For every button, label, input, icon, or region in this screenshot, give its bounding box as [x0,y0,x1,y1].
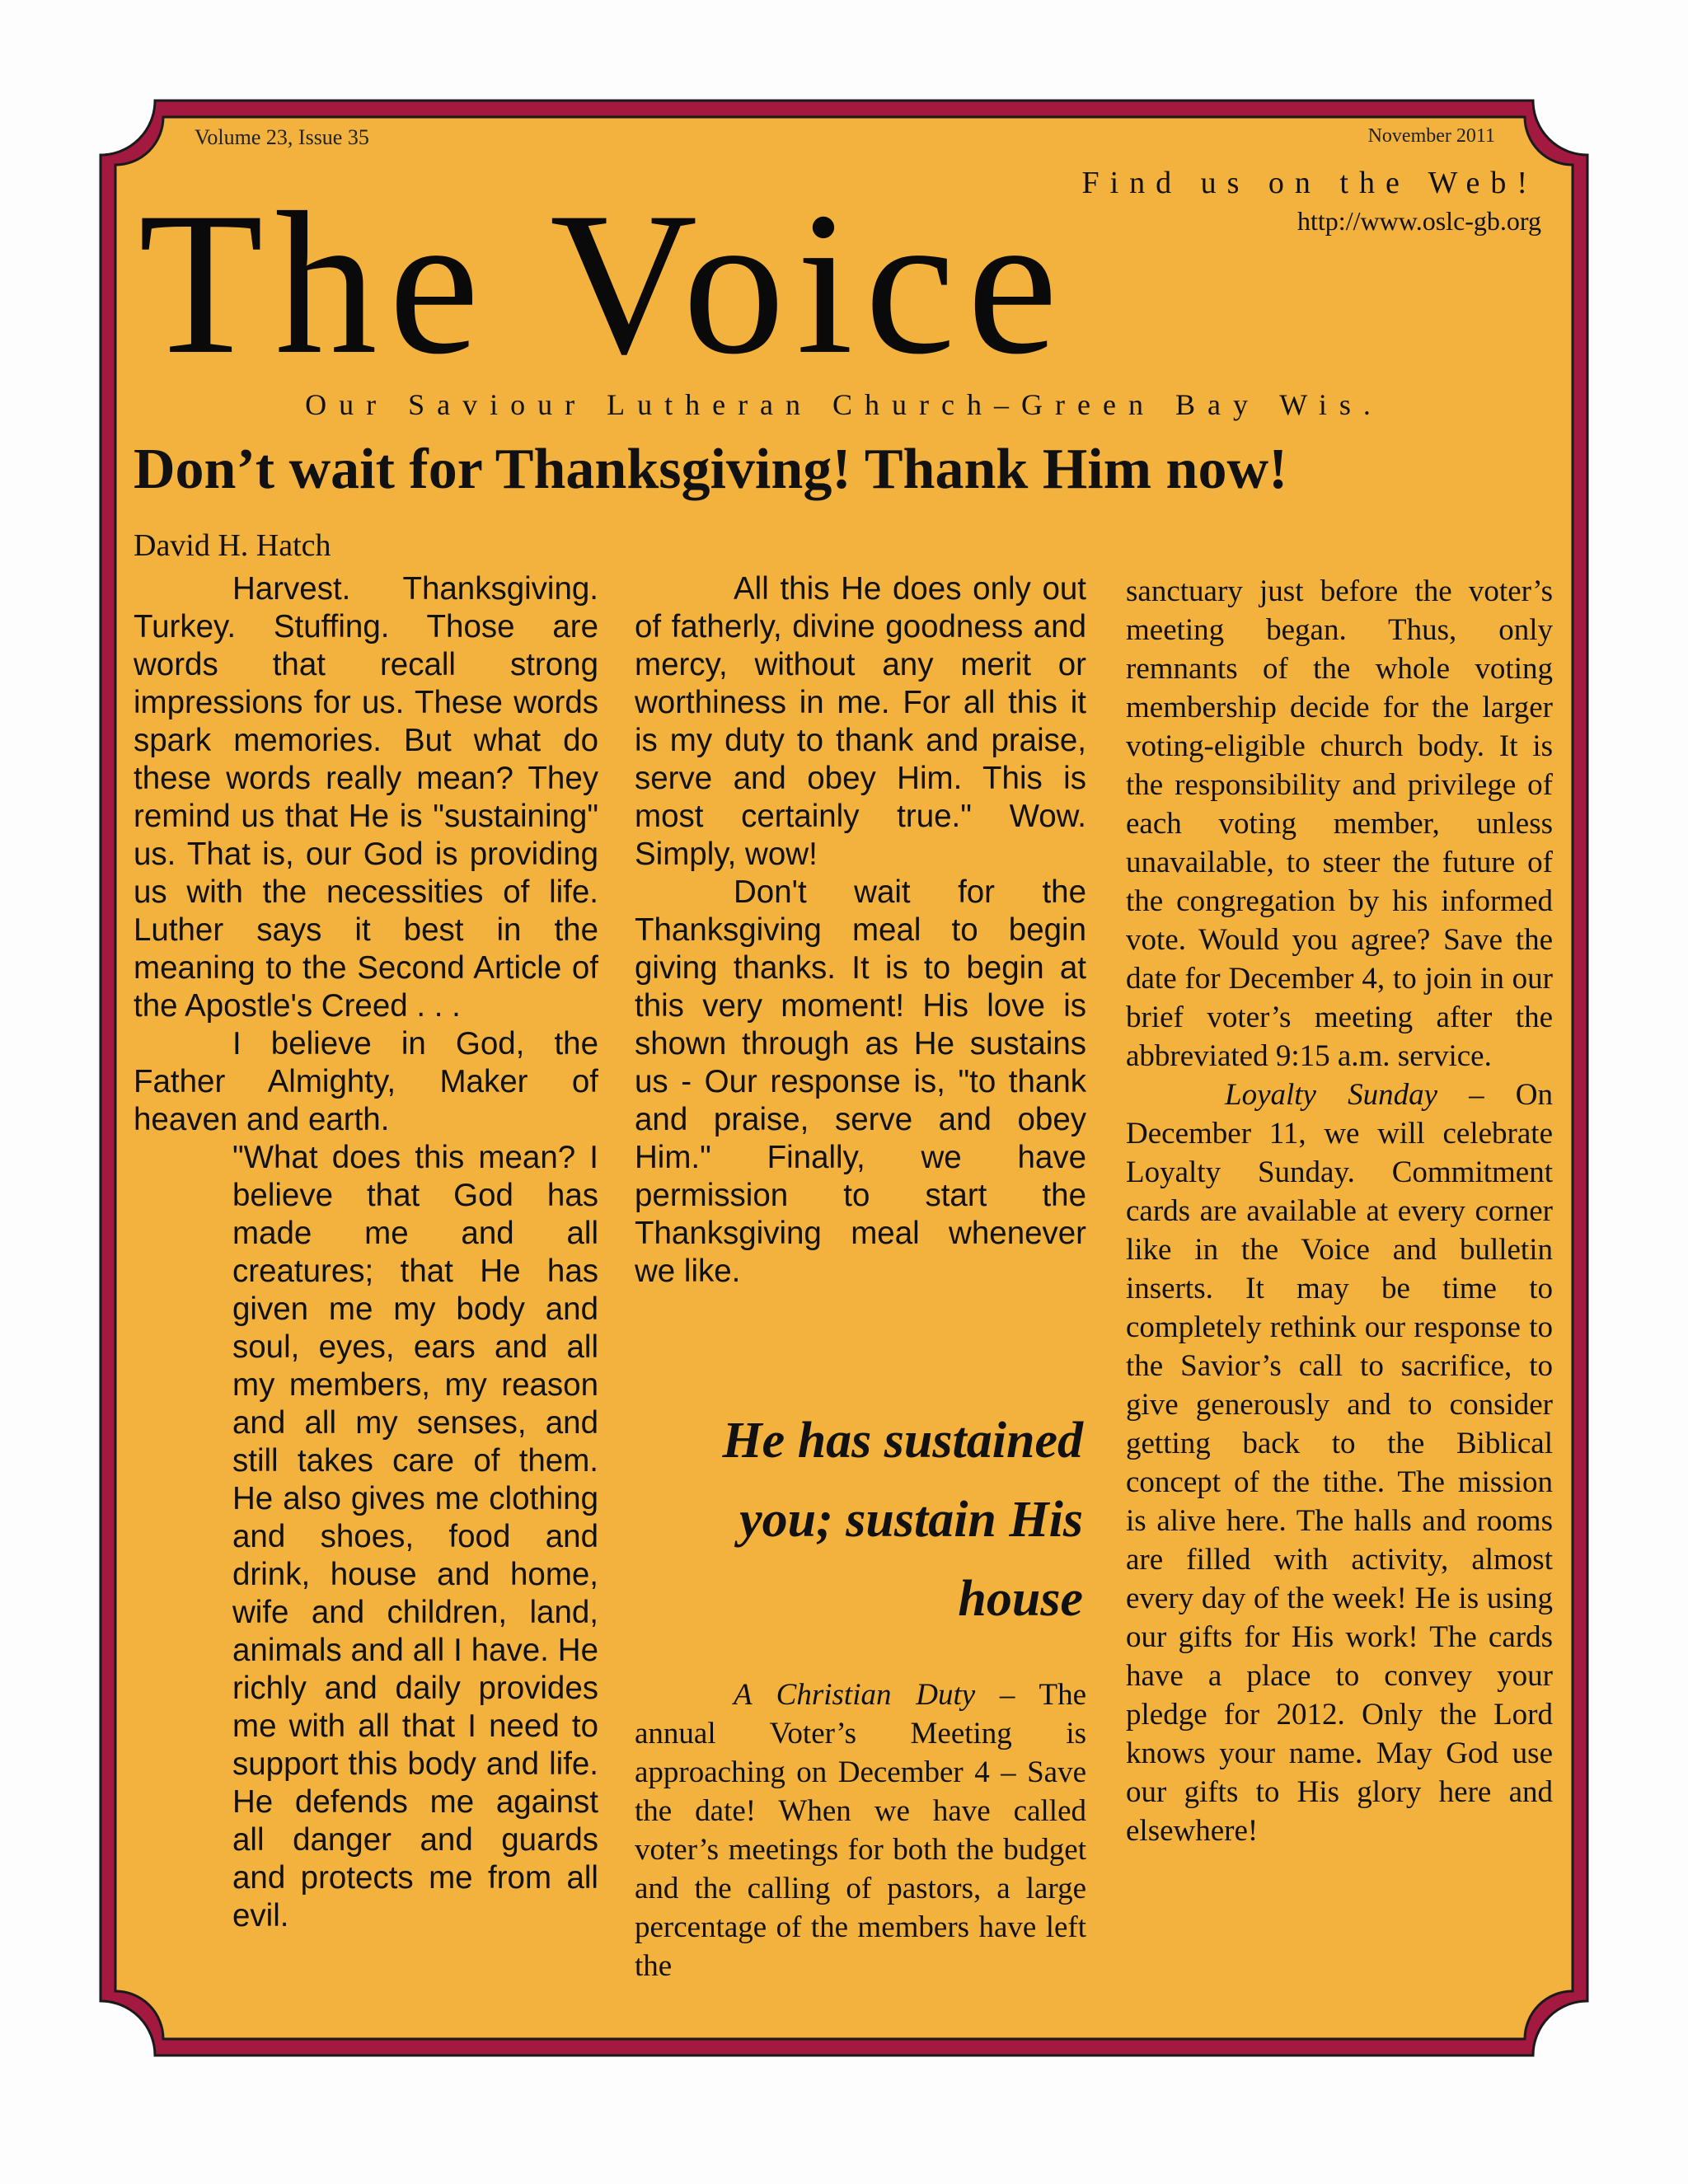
volume-issue: Volume 23, Issue 35 [195,125,369,149]
loyalty-sunday-paragraph [1126,1076,1553,1850]
article-paragraph: Don't wait for the Thanksgiving meal to begin giving thanks. It is to begin at this very moment! His love is shown through as He sustains us - Our response is, "to thank and praise, serve and obey Him." Finally, we have permission to start the Thanksgiving meal whenever we like. [635,874,1086,1289]
article-headline: Don’t wait for Thanksgiving! Thank Him now! [134,438,1288,501]
christian-duty-text: – The annual Voter’s Meeting is approaching on December 4 – Save the date! When we have called voter’s meetings for both the budget and the calling of pastors, a large percentage of the members have left the [635,1678,1086,1983]
pull-quote-line: you; sustain His [739,1492,1083,1548]
loyalty-sunday-lead: Loyalty Sunday [1225,1078,1438,1112]
article-paragraph: All this He does only out of fatherly, divine goodness and mercy, without any merit or worthiness in me. For all this it is my duty to thank and praise, serve and obey Him. This is most certainly true." Wow. Simply, wow! [635,571,1086,872]
pull-quote-line: He has sustained [722,1413,1083,1469]
website-link[interactable]: http://www.oslc-gb.org [1297,206,1541,236]
article-column-1 [134,570,598,1935]
pull-quote [635,1401,1083,1638]
find-us-label: Find us on the Web! [1081,166,1538,200]
loyalty-sunday-text: – On December 11, we will celebrate Loyalty Sunday. Commitment cards are available at every corner like in the Voice and bulletin inserts. It may be time to completely rethink our response to the Savior’s call to sacrifice, to give generously and to consider getting back to the Biblical concept of the tithe. The mission is alive here. The halls and rooms are filled with activity, almost every day of the week! He is using our gifts for His work! The cards have a place to convey your pledge for 2012. Only the Lord knows your name. May God use our gifts to His glory here and elsewhere! [1126,1078,1553,1848]
christian-duty-continued: sanctuary just before the voter’s meeting began. Thus, only remnants of the whole voting membership decide for the larger voting-eligible church body. It is the responsibility and privilege of each voting member, unless unavailable, to steer the future of the congregation by his informed vote. Would you agree? Save the date for December 4, to join in our brief voter’s meeting after the abbreviated 9:15 a.m. service. [1126,574,1553,1073]
masthead-subtitle: Our Saviour Lutheran Church–Green Bay Wis. [305,388,1383,421]
creed-explanation: "What does this mean? I believe that God has made me and all creatures; that He has given me my body and soul, eyes, ears and all my members, my reason and all my senses, and still takes care of them. He also gives me clothing and shoes, food and drink, house and home, wife and children, land, animals and all I have. He richly and daily provides me with all that I need to support this body and life. He defends me against all danger and guards and protects me from all evil. [232,1140,598,1933]
creed-statement: I believe in God, the Father Almighty, Maker of heaven and earth. [134,1026,598,1137]
article-column-2 [635,570,1086,1291]
article-column-3 [1126,572,1553,1850]
christian-duty-paragraph [635,1675,1086,1985]
article-paragraph: Harvest. Thanksgiving. Turkey. Stuffing. Those are words that recall strong impressions for us. These words spark memories. But what do these words really mean? They remind us that He is "sustaining" us. That is, our God is providing us with the necessities of life. Luther says it best in the meaning to the Second Article of the Apostle's Creed . . . [134,571,598,1024]
christian-duty-lead: A Christian Duty [734,1678,976,1712]
article-byline: David H. Hatch [134,528,331,563]
issue-date: November 2011 [1367,125,1495,147]
pull-quote-line: house [958,1571,1083,1627]
masthead-title: The Voice [138,170,1070,396]
christian-duty-column [635,1675,1086,1985]
